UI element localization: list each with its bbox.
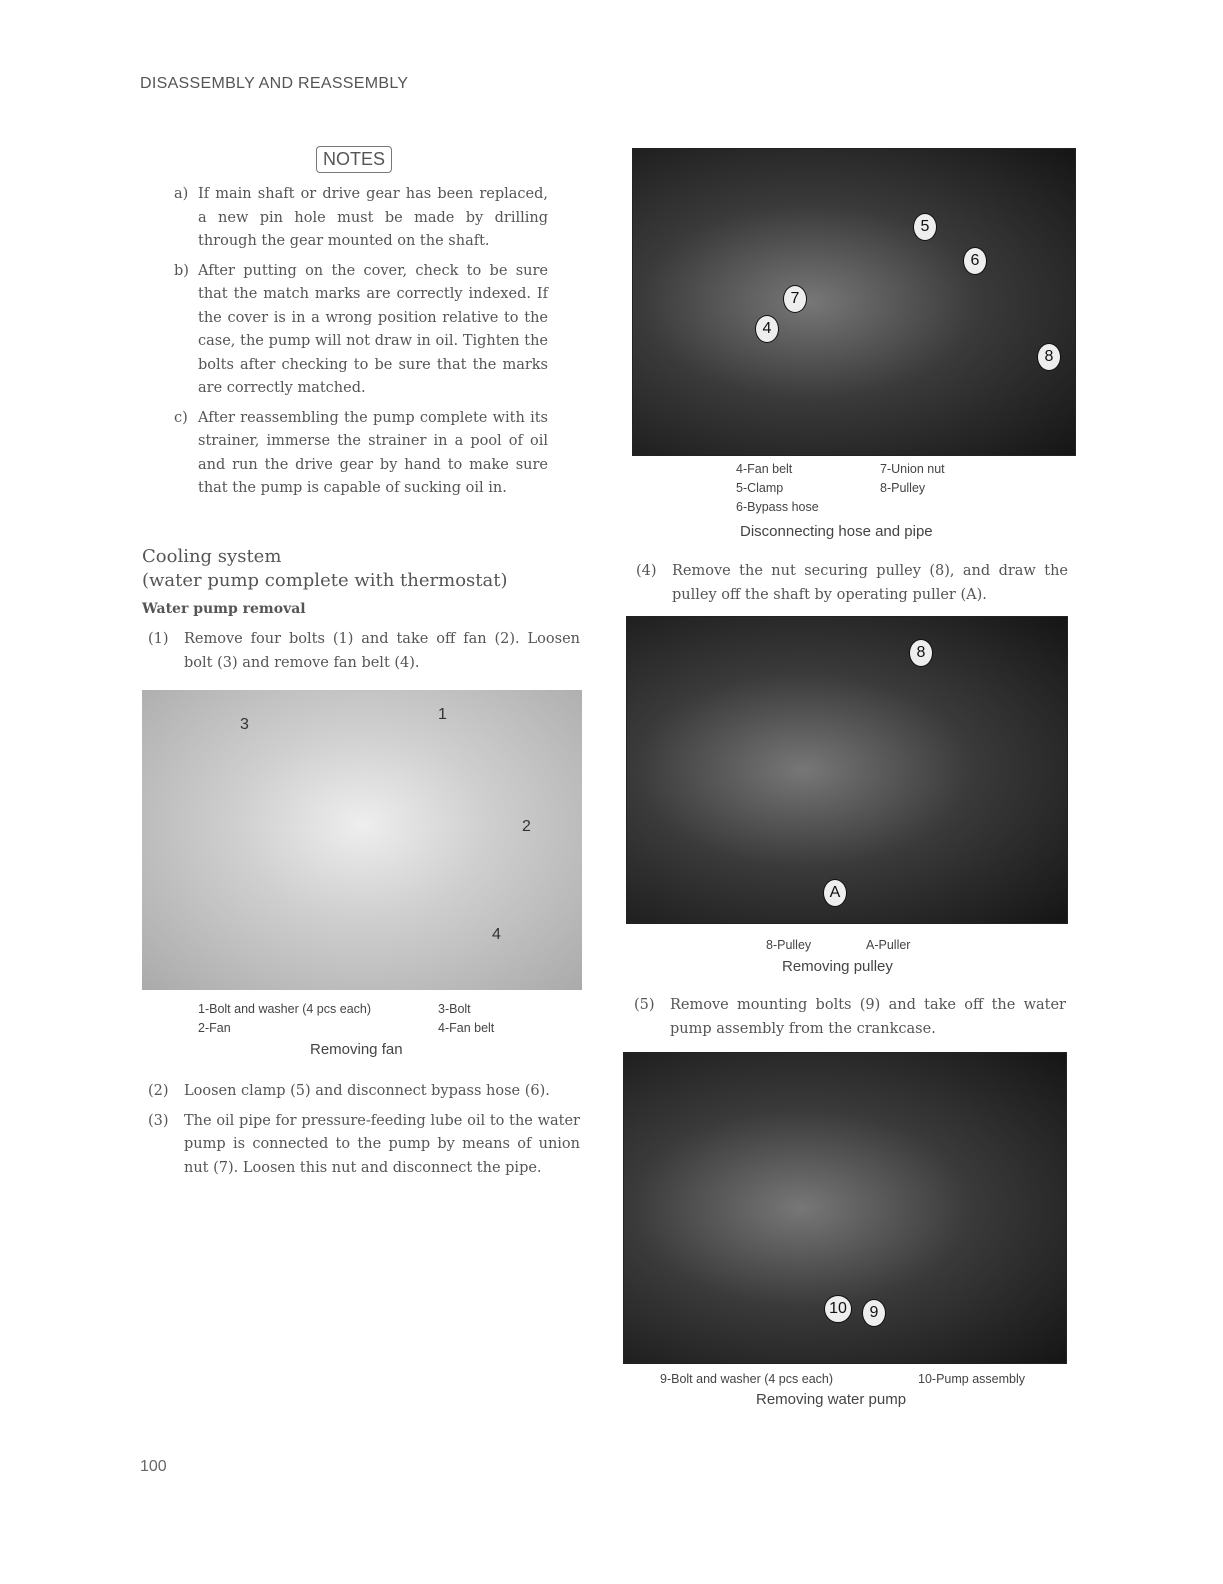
figure-caption: Removing fan [310,1041,403,1058]
callout-8: 8 [909,639,933,667]
figure-caption: Removing water pump [756,1391,907,1408]
callout-2: 2 [522,818,531,835]
legend-item: 5-Clamp [736,481,784,495]
figure-caption: Disconnecting hose and pipe [740,523,933,540]
callout-7: 7 [783,285,807,313]
legend-item: 7-Union nut [880,462,945,476]
callout-4: 4 [492,926,501,943]
note-item [174,183,548,254]
pump-legend [660,1370,1025,1389]
step-text: Remove mounting bolts (9) and take off the water pump assembly from the crankcase. [670,997,1066,1037]
step-text: Loosen clamp (5) and disconnect bypass hose (6). [184,1083,550,1099]
section-subtitle: (water pump complete with thermostat) [142,570,508,591]
callout-8: 8 [1037,343,1061,371]
legend-item: 1-Bolt and washer (4 pcs each) [198,1002,372,1016]
step-marker: (3) [148,1112,169,1129]
steps-2-3 [148,1080,580,1186]
callout-6: 6 [963,247,987,275]
note-item [174,260,548,401]
section-heading [142,545,582,617]
notes-list [174,183,548,507]
subsection-title: Water pump removal [142,601,306,617]
legend-item: A-Puller [866,938,911,952]
note-marker: c) [174,409,188,426]
fan-legend [198,1000,528,1038]
legend-item: 9-Bolt and washer (4 pcs each) [660,1372,834,1386]
photo-removing-fan [142,690,582,990]
step-text: Remove the nut securing pulley (8), and draw the pulley off the shaft by operating puller (A). [672,563,1068,603]
note-text: After putting on the cover, check to be sure that the match marks are correctly indexed. If the cover is in a wrong position relative to the case, the pump will not draw in oil. Tighten the bolts after checking to be sure that the marks are correctly matched. [198,262,548,396]
pulley-legend [766,936,910,955]
legend-item: 2-Fan [198,1021,231,1035]
note-text: After reassembling the pump complete with its strainer, immerse the strainer in a pool of oil and run the drive gear by hand to make sure that the pump is capable of sucking oil in. [198,409,548,496]
note-text: If main shaft or drive gear has been replaced, a new pin hole must be made by drilling through the gear mounted on the shaft. [198,186,548,249]
callout-10: 10 [824,1295,852,1323]
legend-item: 3-Bolt [438,1002,471,1016]
step-text: Remove four bolts (1) and take off fan (2). Loosen bolt (3) and remove fan belt (4). [184,631,580,671]
callout-3: 3 [240,716,249,733]
notes-heading: NOTES [316,146,392,173]
callout-1: 1 [438,706,447,723]
callout-9: 9 [862,1299,886,1327]
callout-5: 5 [913,213,937,241]
hose-legend [736,460,996,517]
photo-removing-pulley [626,616,1068,924]
section-title: Cooling system [142,546,282,567]
photo-removing-water-pump [623,1052,1067,1364]
page-number: 100 [140,1458,167,1475]
step-1 [148,628,580,681]
callout-4: 4 [755,315,779,343]
legend-item: 10-Pump assembly [918,1372,1025,1386]
step-text: The oil pipe for pressure-feeding lube oil to the water pump is connected to the pump by means of union nut (7). Loosen this nut and disconnect the pipe. [184,1112,580,1176]
step-5 [634,994,1066,1047]
step-marker: (1) [148,631,169,647]
note-item [174,407,548,501]
legend-item: 4-Fan belt [438,1021,495,1035]
legend-item: 8-Pulley [880,481,926,495]
figure-caption: Removing pulley [782,958,893,975]
step-marker: (2) [148,1083,169,1099]
note-marker: a) [174,186,189,202]
running-header: DISASSEMBLY AND REASSEMBLY [140,75,409,92]
legend-item: 8-Pulley [766,938,812,952]
legend-item: 6-Bypass hose [736,500,819,514]
legend-item: 4-Fan belt [736,462,793,476]
step-4 [636,560,1068,613]
step-marker: (4) [636,563,657,579]
note-marker: b) [174,262,189,279]
callout-a: A [823,879,847,907]
step-marker: (5) [634,997,655,1013]
photo-disconnecting-hose [632,148,1076,456]
